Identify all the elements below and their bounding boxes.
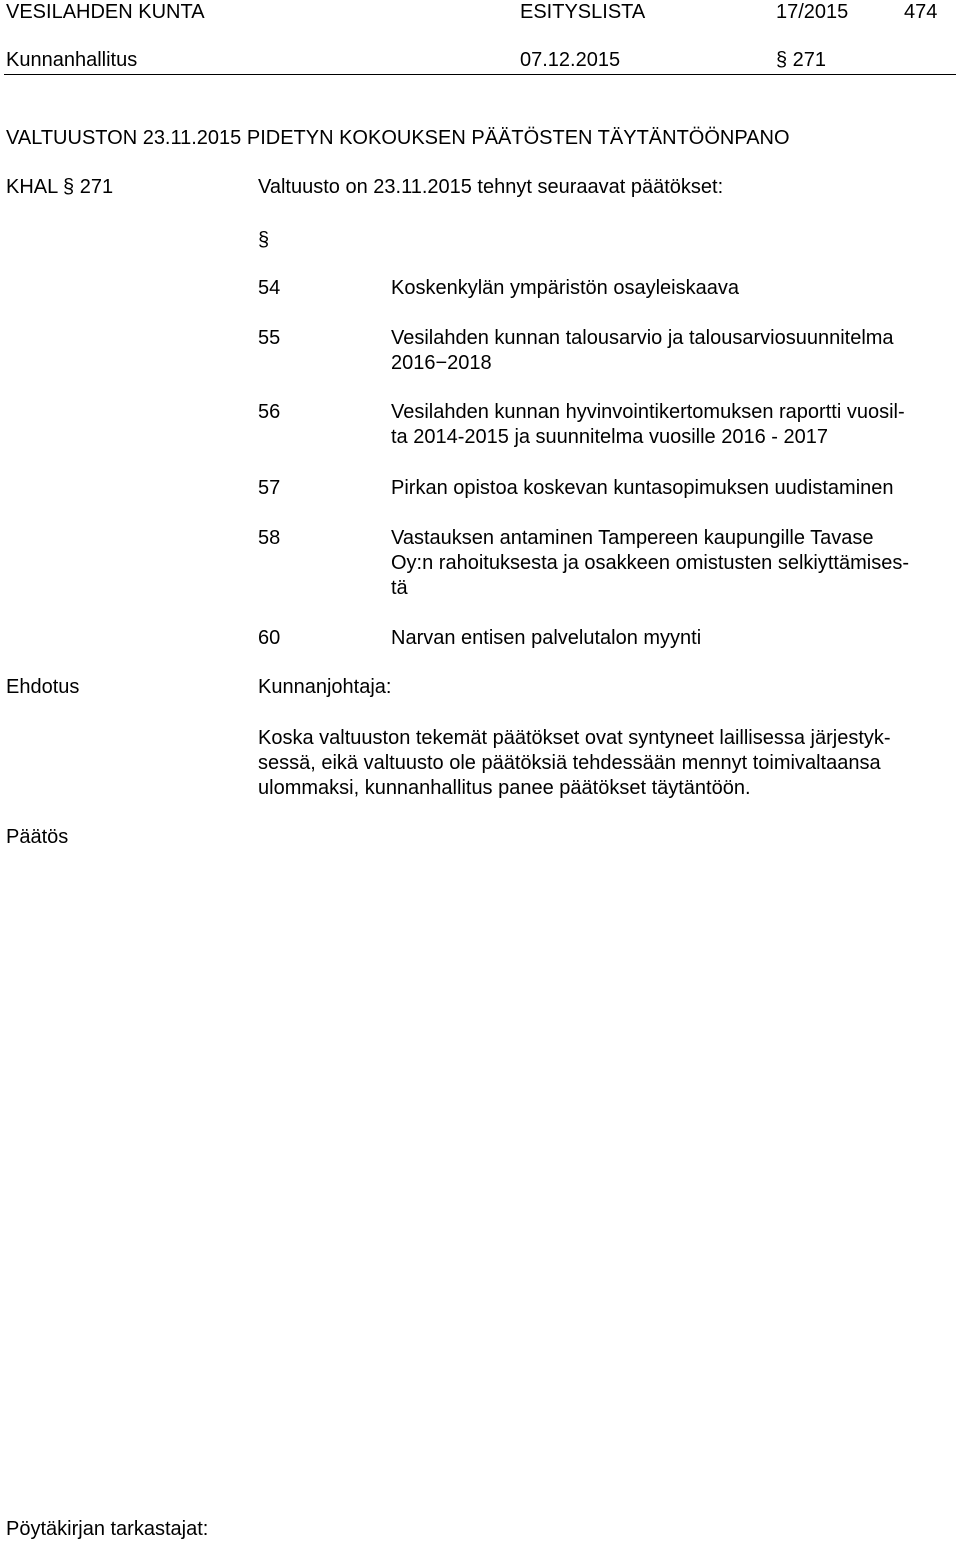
decision-number: 60 — [258, 627, 281, 649]
board-name: Kunnanhallitus — [6, 49, 138, 71]
decision-number: 55 — [258, 327, 281, 349]
decision-text: Koskenkylän ympäristön osayleiskaava — [391, 277, 739, 299]
item-reference: KHAL § 271 — [6, 176, 114, 198]
decision-text: Vastauksen antaminen Tampereen kaupungille Tavase — [391, 527, 874, 549]
decision-number: 56 — [258, 401, 281, 423]
municipality-name: VESILAHDEN KUNTA — [6, 1, 205, 23]
meeting-date: 07.12.2015 — [520, 49, 621, 71]
decision-text: Pirkan opistoa koskevan kuntasopimuksen uudistaminen — [391, 477, 894, 499]
proposal-text: Koska valtuuston tekemät päätökset ovat syntyneet laillisessa järjestyk- — [258, 727, 891, 749]
item-title: VALTUUSTON 23.11.2015 PIDETYN KOKOUKSEN PÄÄTÖSTEN TÄYTÄNTÖÖNPANO — [6, 127, 790, 149]
issue-number: 17/2015 — [776, 1, 849, 23]
decision-text: Vesilahden kunnan talousarvio ja talousarviosuunnitelma — [391, 327, 894, 349]
section-number: § 271 — [776, 49, 827, 71]
header-divider — [4, 74, 956, 75]
decision-label: Päätös — [6, 826, 69, 848]
decision-text: tä — [391, 577, 408, 599]
decision-number: 58 — [258, 527, 281, 549]
decision-text: Oy:n rahoituksesta ja osakkeen omistusten selkiyttämises- — [391, 552, 909, 574]
proposal-text: sessä, eikä valtuusto ole päätöksiä tehdessään mennyt toimivaltaansa — [258, 752, 881, 774]
proposal-label: Ehdotus — [6, 676, 80, 698]
decision-number: 54 — [258, 277, 281, 299]
item-intro: Valtuusto on 23.11.2015 tehnyt seuraavat päätökset: — [258, 176, 724, 198]
page-number: 474 — [904, 1, 938, 23]
section-symbol: § — [258, 229, 270, 251]
decision-text: 2016−2018 — [391, 352, 492, 374]
decision-text: ta 2014-2015 ja suunnitelma vuosille 2016 - 2017 — [391, 426, 828, 448]
reviewers-label: Pöytäkirjan tarkastajat: — [6, 1518, 209, 1540]
decision-text: Narvan entisen palvelutalon myynti — [391, 627, 702, 649]
proposal-author: Kunnanjohtaja: — [258, 676, 392, 698]
proposal-text: ulommaksi, kunnanhallitus panee päätökset täytäntöön. — [258, 777, 751, 799]
decision-number: 57 — [258, 477, 281, 499]
document-type: ESITYSLISTA — [520, 1, 646, 23]
decision-text: Vesilahden kunnan hyvinvointikertomuksen raportti vuosil- — [391, 401, 905, 423]
